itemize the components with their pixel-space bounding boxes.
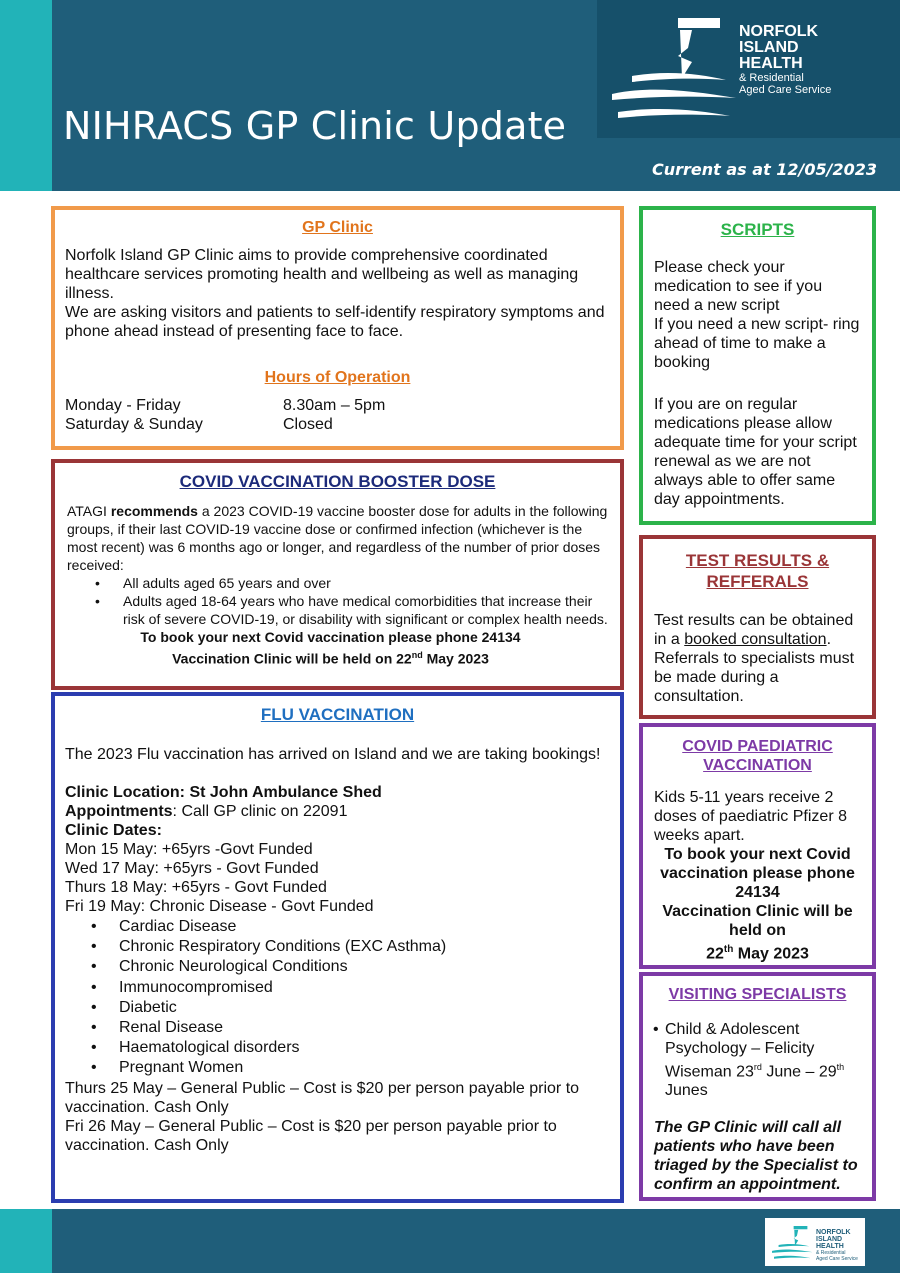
flu-location: Clinic Location: St John Ambulance Shed [65, 784, 382, 801]
gp-clinic-para2: We are asking visitors and patients to self-identify respiratory symptoms and phone ahead instead of presenting face to face. [65, 304, 605, 340]
footer-logo-sub-2: Aged Care Service [816, 1256, 858, 1262]
item-post: Junes [665, 1082, 708, 1100]
flu-public-1: Thurs 25 May – General Public – Cost is $20 per person payable prior to vaccination. Cash Only [65, 1079, 580, 1116]
hours-days: Monday - Friday [65, 397, 181, 414]
paediatric-clinic: Vaccination Clinic will be held on [662, 903, 853, 939]
logo-sub-1: & Residential [739, 72, 804, 84]
list-item: • Child & Adolescent Psychology – Felicity Wiseman 23rd June – 29th Junes [653, 1021, 845, 1100]
flu-date: Wed 17 May: +65yrs - Govt Funded [65, 860, 319, 877]
clinic-post: May 2023 [422, 650, 489, 667]
flu-date: Mon 15 May: +65yrs -Govt Funded [65, 841, 313, 858]
header-logo-text [739, 24, 831, 96]
flu-public-2: Fri 26 May – General Public – Cost is $20 per person payable prior to vaccination. Cash Only [65, 1117, 557, 1154]
footer-accent-stripe [0, 1209, 52, 1273]
intro-bold: recommends [110, 503, 198, 519]
footer-logo-line-2: ISLAND [816, 1236, 843, 1243]
list-item: • All adults aged 65 years and over [123, 574, 608, 592]
flu-date: Thurs 18 May: +65yrs - Govt Funded [65, 879, 327, 896]
clinic-sup: nd [411, 650, 423, 660]
paediatric-date [643, 940, 872, 963]
scripts-para2: If you need a new script- ring ahead of time to make a booking [654, 316, 860, 371]
list-item: • Diabetic [119, 998, 610, 1018]
list-item: • Pregnant Women [119, 1058, 610, 1078]
hours-time: Closed [283, 416, 333, 433]
list-item: • Haematological disorders [119, 1038, 610, 1058]
covid-booster-clinic [41, 646, 620, 668]
scripts-box [639, 206, 876, 525]
date-sup: th [723, 944, 734, 955]
covid-booster-list [55, 574, 620, 628]
flu-heading: FLU VACCINATION [260, 705, 415, 724]
specialists-box [639, 972, 876, 1201]
list-item: • Renal Disease [119, 1018, 610, 1038]
hours-row [55, 396, 620, 415]
paediatric-box [639, 723, 876, 969]
footer-logo-text [816, 1229, 858, 1262]
test-results-box [639, 535, 876, 719]
gp-clinic-para1: Norfolk Island GP Clinic aims to provide comprehensive coordinated healthcare services promoting health and wellbeing as well as managing illness. [65, 247, 579, 302]
flu-appointments [55, 802, 620, 821]
booked-consultation-text: booked consultation [684, 631, 827, 648]
date-post: May 2023 [733, 945, 809, 963]
covid-booster-box [51, 459, 624, 690]
item-pre: Child & Adolescent Psychology – Felicity Wiseman 23 [665, 1021, 815, 1081]
logo-line-2: ISLAND [739, 39, 799, 56]
item-sup-1: rd [753, 1062, 762, 1072]
list-item: • Chronic Neurological Conditions [119, 957, 610, 977]
flu-conditions-list [55, 917, 620, 1079]
page-title: NIHRACS GP Clinic Update [63, 104, 567, 148]
footer-logo-sub-1: & Residential [816, 1250, 846, 1256]
intro-lead: ATAGI [67, 503, 111, 519]
footer-logo-icon [770, 1226, 814, 1262]
specialists-list [643, 1020, 872, 1100]
logo-icon [608, 18, 738, 128]
footer-logo-line-3: HEALTH [816, 1243, 844, 1250]
flu-box [51, 692, 624, 1203]
item-sup-2: th [836, 1062, 845, 1072]
list-item: • Immunocompromised [119, 978, 610, 998]
specialists-heading: VISITING SPECIALISTS [668, 986, 847, 1003]
clinic-pre: Vaccination Clinic will be held on 22 [172, 650, 412, 667]
hours-time: 8.30am – 5pm [283, 397, 386, 414]
paediatric-heading: COVID PAEDIATRIC VACCINATION [682, 738, 833, 774]
scripts-heading: SCRIPTS [720, 220, 795, 239]
hours-days: Saturday & Sunday [65, 416, 203, 433]
specialists-note: The GP Clinic will call all patients who have been triaged by the Specialist to confirm an appointment. [654, 1119, 858, 1194]
list-item: • Chronic Respiratory Conditions (EXC Asthma) [119, 937, 610, 957]
hours-heading: Hours of Operation [264, 369, 411, 386]
intro-rest: a 2023 COVID-19 vaccine booster dose for adults in the following groups, if their last COVID-19 vaccine dose or confirmed infection (whichever is the most recent) was 6 months ago or longer, and regardless of the number of prior doses received: [67, 503, 608, 573]
gp-clinic-box [51, 206, 624, 450]
hours-row [55, 415, 620, 434]
item-mid: June – 29 [761, 1063, 837, 1081]
test-results-heading: TEST RESULTS & REFFERALS [685, 551, 830, 591]
text-post: . Referrals to specialists must be made during a consultation. [654, 631, 855, 705]
header-accent-stripe [0, 0, 52, 191]
test-results-text [643, 611, 872, 706]
flu-date: Fri 19 May: Chronic Disease - Govt Funded [65, 898, 374, 915]
list-item: • Cardiac Disease [119, 917, 610, 937]
date-pre: 22 [706, 945, 724, 963]
list-item: • Adults aged 18-64 years who have medical comorbidities that increase their risk of severe COVID-19, or disability with significant or complex health needs. [123, 592, 608, 628]
logo-sub-2: Aged Care Service [739, 84, 832, 96]
flu-dates-label: Clinic Dates: [65, 822, 162, 839]
paediatric-text: Kids 5-11 years receive 2 doses of paediatric Pfizer 8 weeks apart. [654, 789, 847, 844]
flu-intro: The 2023 Flu vaccination has arrived on Island and we are taking bookings! [65, 746, 601, 763]
appt-label: Appointments [65, 803, 173, 820]
covid-booster-intro [55, 502, 620, 574]
footer-logo-line-1: NORFOLK [816, 1229, 851, 1236]
current-date: Current as at 12/05/2023 [652, 160, 878, 179]
appt-rest: : Call GP clinic on 22091 [172, 803, 348, 820]
gp-clinic-heading: GP Clinic [302, 219, 373, 236]
covid-booster-book: To book your next Covid vaccination please phone 24134 [140, 629, 521, 645]
scripts-para1: Please check your medication to see if you need a new script [654, 259, 823, 314]
logo-line-3: HEALTH [739, 55, 803, 72]
covid-booster-heading: COVID VACCINATION BOOSTER DOSE [179, 472, 496, 491]
text-pre: Test results can be obtained in a [654, 612, 854, 648]
paediatric-book: To book your next Covid vaccination please phone 24134 [660, 846, 855, 901]
logo-line-1: NORFOLK [739, 23, 819, 40]
scripts-para3: If you are on regular medications please allow adequate time for your script renewal as we are not always able to offer same day appointments. [654, 396, 857, 508]
